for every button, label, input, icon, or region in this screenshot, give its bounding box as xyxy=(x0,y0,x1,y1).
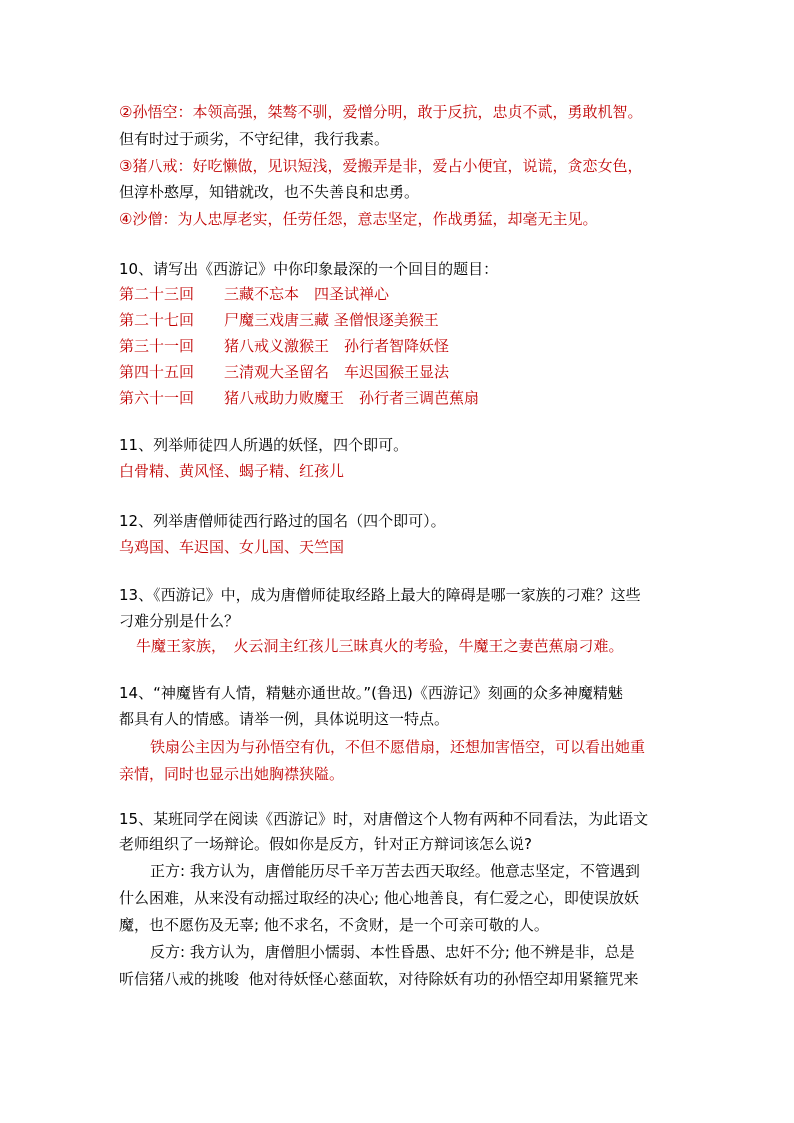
q10-question: 10、请写出《西游记》中你印象最深的一个回目的题目： xyxy=(119,260,499,278)
q14-answer-line1: 铁扇公主因为与孙悟空有仇，不但不愿借扇，还想加害悟空，可以看出她重 xyxy=(150,738,646,756)
q10-answer-2: 第二十七回 尸魔三戏唐三藏 圣僧恨逐美猴王 xyxy=(119,311,439,329)
q13-question-line2: 刁难分别是什么？ xyxy=(119,612,240,630)
q15-pro-line2: 什么困难，从来没有动摇过取经的决心; 他心地善良，有仁爱之心，即使误放妖 xyxy=(119,889,639,907)
q11-answer: 白骨精、黄风怪、蝎子精、红孩儿 xyxy=(119,462,345,480)
q15-pro-line3: 魔，也不愿伤及无辜; 他不求名，不贪财，是一个可亲可敬的人。 xyxy=(119,916,549,934)
q14-answer-line2: 亲情，同时也显示出她胸襟狭隘。 xyxy=(119,765,345,783)
q10-answer-3: 第三十一回 猪八戒义激猴王 孙行者智降妖怪 xyxy=(119,337,450,355)
character-sun-wukong-line2: 但有时过于顽劣，不守纪律，我行我素。 xyxy=(119,130,390,148)
q15-con-line1: 反方: 我方认为，唐僧胆小懦弱、本性昏愚、忠奸不分; 他不辨是非，总是 xyxy=(150,943,635,961)
q14-question-line1: 14、“神魔皆有人情，精魅亦通世故。”(鲁迅)《西游记》刻画的众多神魔精魅 xyxy=(119,684,623,702)
q10-answer-5: 第六十一回 猪八戒助力败魔王 孙行者三调芭蕉扇 xyxy=(119,389,480,407)
q10-answer-4: 第四十五回 三清观大圣留名 车迟国猴王显法 xyxy=(119,363,450,381)
q13-answer: 牛魔王家族， 火云洞主红孩儿三昧真火的考验，牛魔王之妻芭蕉扇刁难。 xyxy=(136,637,624,655)
q15-pro-line1: 正方: 我方认为，唐僧能历尽千辛万苦去西天取经。他意志坚定，不管遇到 xyxy=(150,862,640,880)
q12-answer: 乌鸡国、车迟国、女儿国、天竺国 xyxy=(119,538,345,556)
q10-answer-1: 第二十三回 三藏不忘本 四圣试禅心 xyxy=(119,285,390,303)
q11-question: 11、列举师徒四人所遇的妖怪，四个即可。 xyxy=(119,436,409,454)
q14-question-line2: 都具有人的情感。请举一例，具体说明这一特点。 xyxy=(119,710,450,728)
q15-con-line2: 听信猪八戒的挑唆 他对待妖怪心慈面软，对待除妖有功的孙悟空却用紧箍咒来 xyxy=(119,970,639,988)
q15-question-line1: 15、某班同学在阅读《西游记》时，对唐僧这个人物有两种不同看法，为此语文 xyxy=(119,810,649,828)
character-zhu-bajie-line2: 但淳朴憨厚，知错就改，也不失善良和忠勇。 xyxy=(119,183,420,201)
q12-question: 12、列举唐僧师徒西行路过的国名（四个即可）。 xyxy=(119,512,446,530)
character-sha-seng: ④沙僧：为人忠厚老实，任劳任怨，意志坚定，作战勇猛，却毫无主见。 xyxy=(119,210,598,228)
character-zhu-bajie-line1: ③猪八戒：好吃懒做，见识短浅，爱搬弄是非，爱占小便宜，说谎，贪恋女色， xyxy=(119,157,643,175)
q15-question-line2: 老师组织了一场辩论。假如你是反方，针对正方辩词该怎么说? xyxy=(119,835,532,853)
character-sun-wukong-line1: ②孙悟空：本领高强，桀骜不驯，爱憎分明，敢于反抗，忠贞不贰，勇敢机智。 xyxy=(119,103,643,121)
q13-question-line1: 13、《西游记》中，成为唐僧师徒取经路上最大的障碍是哪一家族的刁难？这些 xyxy=(119,586,641,604)
